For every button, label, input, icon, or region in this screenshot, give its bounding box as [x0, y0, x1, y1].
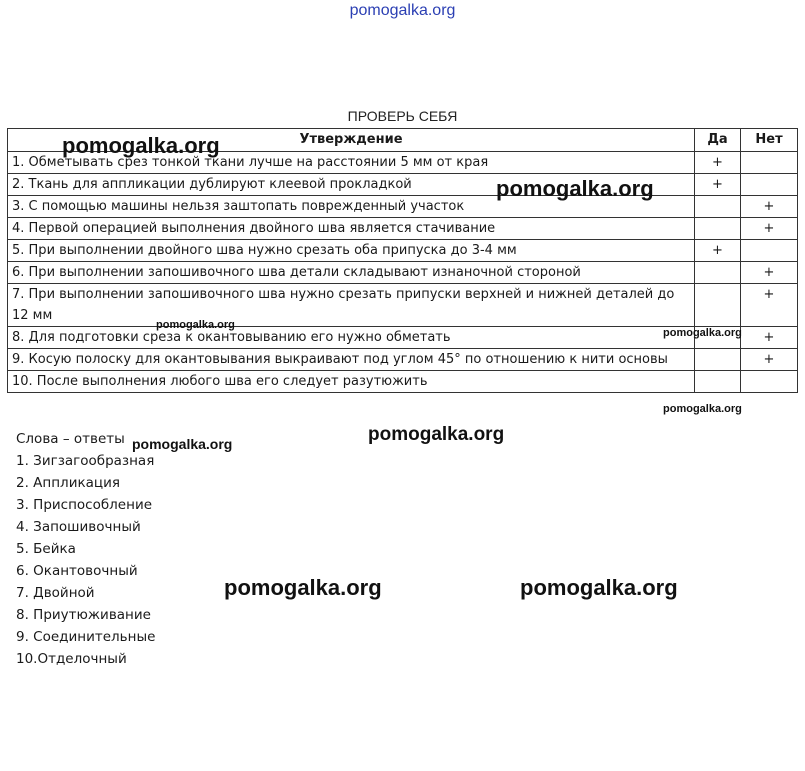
yes-cell: +: [695, 240, 741, 262]
table-row: [8, 262, 798, 284]
list-item: 7. Двойной: [16, 585, 95, 601]
watermark: pomogalka.org: [132, 436, 233, 452]
no-cell: +: [741, 218, 798, 240]
answer-words-list: [16, 450, 155, 670]
list-item: 9. Соединительные: [16, 629, 156, 645]
table-row: [8, 284, 798, 327]
no-cell: [741, 152, 798, 174]
statement-cell: 9. Косую полоску для окантовывания выкраивают под углом 45° по отношению к нити основы: [8, 349, 695, 371]
table-row: [8, 174, 798, 196]
no-cell: [741, 371, 798, 393]
yes-cell: +: [695, 174, 741, 196]
statement-cell: 2. Ткань для аппликации дублируют клеевой прокладкой: [8, 174, 695, 196]
no-cell: [741, 240, 798, 262]
statement-cell: 7. При выполнении запошивочного шва нужно срезать припуски верхней и нижней деталей до 12 мм: [8, 284, 695, 327]
watermark: pomogalka.org: [520, 575, 678, 600]
table-row: [8, 218, 798, 240]
yes-cell: +: [695, 152, 741, 174]
list-item: 6. Окантовочный: [16, 563, 138, 579]
statement-cell: 5. При выполнении двойного шва нужно срезать оба припуска до 3-4 мм: [8, 240, 695, 262]
watermark: pomogalka.org: [224, 575, 382, 600]
answer-words-label: Слова – ответы: [16, 431, 125, 447]
no-cell: +: [741, 349, 798, 371]
table-row: [8, 371, 798, 393]
watermark: pomogalka.org: [496, 176, 654, 201]
statement-cell: 8. Для подготовки среза к окантовыванию его нужно обметать: [8, 327, 695, 349]
list-item: 8. Приутюживание: [16, 607, 151, 623]
header-yes: Да: [695, 129, 741, 152]
yes-cell: [695, 371, 741, 393]
watermark: pomogalka.org: [368, 424, 505, 445]
list-item: 3. Приспособление: [16, 497, 153, 513]
no-cell: +: [741, 262, 798, 284]
list-item: 10.Отделочный: [16, 651, 127, 667]
statement-cell: 10. После выполнения любого шва его следует разутюжить: [8, 371, 695, 393]
quiz-table: [7, 128, 798, 393]
page-title: ПРОВЕРЬ СЕБЯ: [347, 108, 458, 124]
watermark: pomogalka.org: [663, 327, 742, 339]
no-cell: +: [741, 196, 798, 218]
answer-words-block: [16, 429, 155, 670]
yes-cell: [695, 218, 741, 240]
table-row: [8, 240, 798, 262]
watermark: pomogalka.org: [156, 319, 235, 331]
header-no: Нет: [741, 129, 798, 152]
no-cell: [741, 174, 798, 196]
yes-cell: [695, 262, 741, 284]
list-item: 2. Аппликация: [16, 475, 120, 491]
statement-cell: 4. Первой операцией выполнения двойного шва является стачивание: [8, 218, 695, 240]
yes-cell: [695, 349, 741, 371]
watermark: pomogalka.org: [663, 403, 742, 415]
no-cell: +: [741, 284, 798, 327]
site-header-link[interactable]: pomogalka.org: [349, 2, 456, 19]
statement-cell: 3. С помощью машины нельзя заштопать поврежденный участок: [8, 196, 695, 218]
statement-cell: 6. При выполнении запошивочного шва детали складывают изнаночной стороной: [8, 262, 695, 284]
list-item: 4. Запошивочный: [16, 519, 141, 535]
watermark: pomogalka.org: [62, 133, 220, 158]
statement-cell: 1. Обметывать срез тонкой ткани лучше на расстоянии 5 мм от края: [8, 152, 695, 174]
yes-cell: [695, 284, 741, 327]
table-row: [8, 196, 798, 218]
list-item: 5. Бейка: [16, 541, 76, 557]
header-statement: Утверждение: [8, 129, 695, 152]
table-row: [8, 349, 798, 371]
list-item: 1. Зигзагообразная: [16, 453, 155, 469]
yes-cell: [695, 196, 741, 218]
no-cell: +: [741, 327, 798, 349]
